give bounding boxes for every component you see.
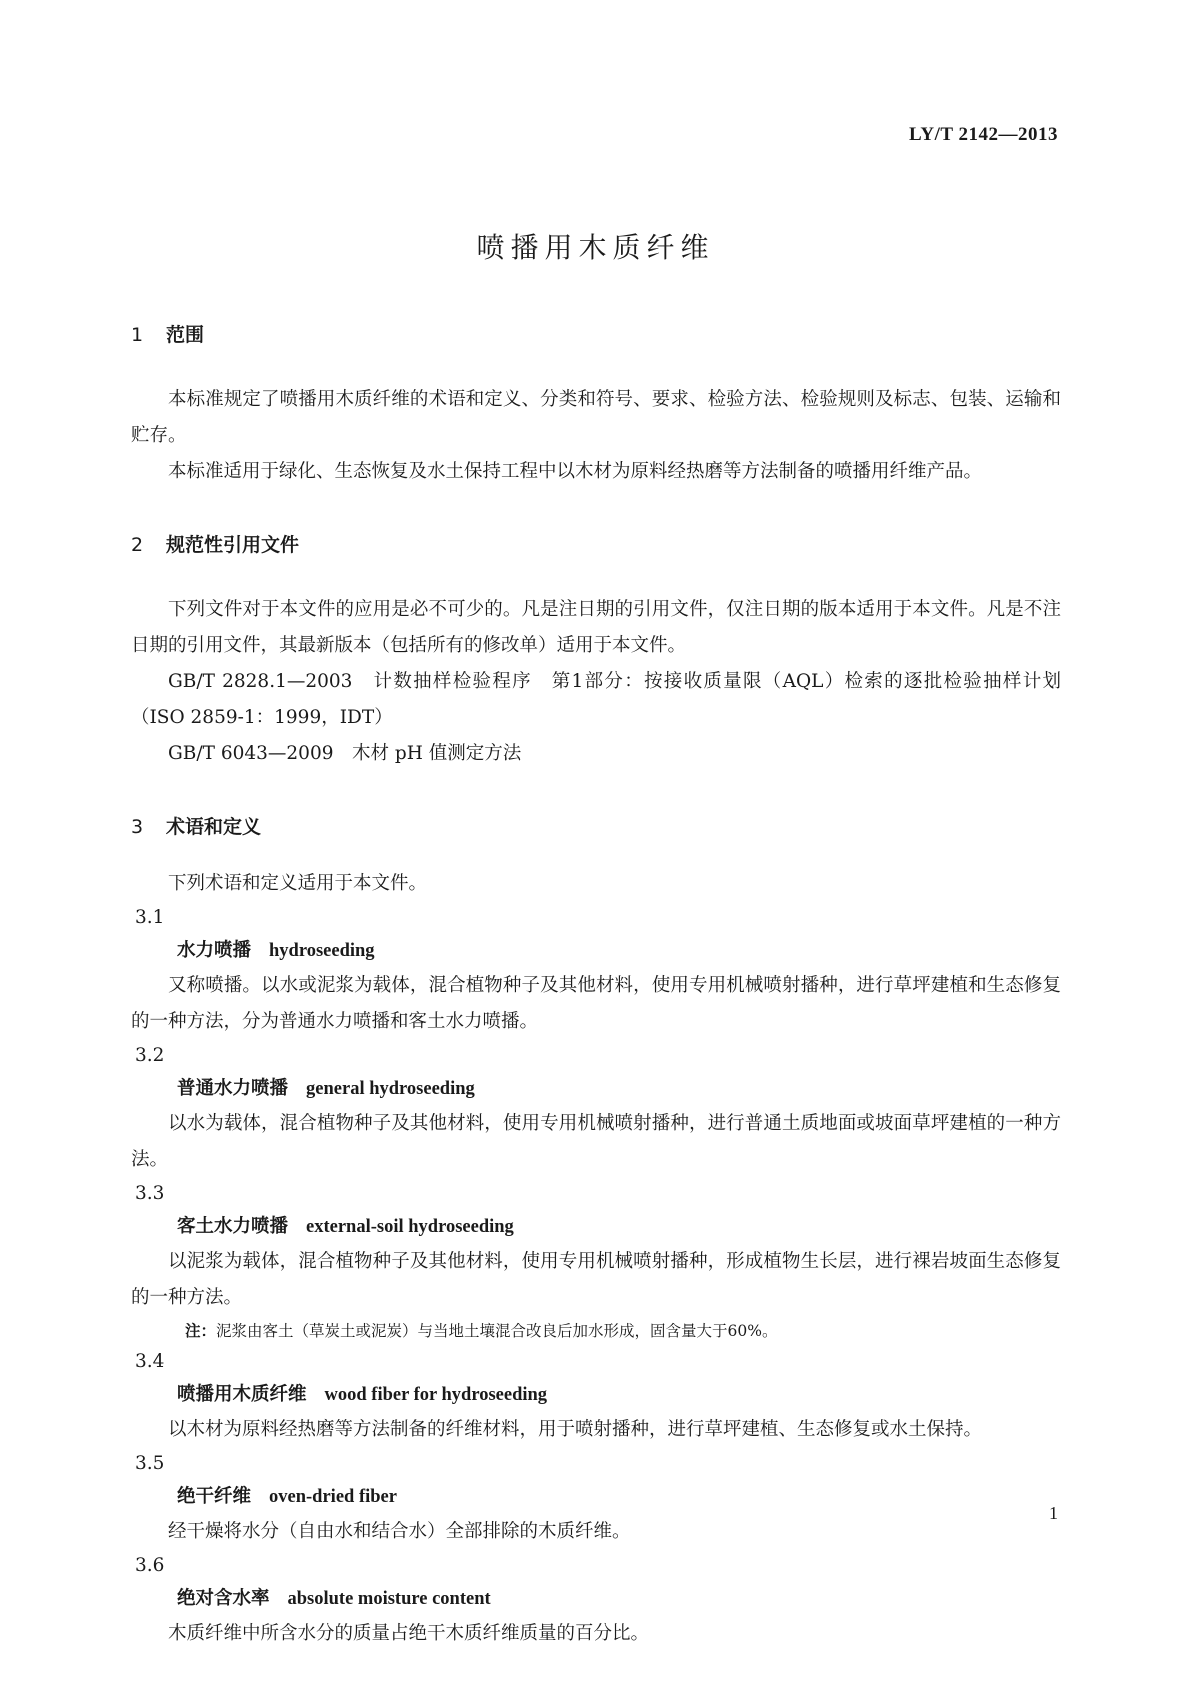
term-en: external-soil hydroseeding bbox=[306, 1217, 514, 1237]
term-heading bbox=[131, 1480, 1061, 1514]
note-label: 注： bbox=[185, 1322, 217, 1340]
reference-item: GB/T 2828.1—2003 计数抽样检验程序 第1部分：按接收质量限（AQL）检索的逐批检验抽样计划（ISO 2859-1：1999，IDT） bbox=[131, 671, 1061, 728]
term-number: 3.5 bbox=[135, 1453, 165, 1474]
term-zh: 绝对含水率 bbox=[177, 1588, 270, 1609]
term-heading bbox=[131, 1378, 1061, 1412]
term-zh: 普通水力喷播 bbox=[177, 1078, 289, 1099]
section-heading-references bbox=[131, 530, 1061, 560]
term-zh: 绝干纤维 bbox=[177, 1486, 252, 1507]
term-note bbox=[131, 1316, 1061, 1346]
term-number: 3.3 bbox=[135, 1183, 165, 1204]
section-title: 范围 bbox=[166, 324, 205, 346]
term-definition: 以水为载体，混合植物种子及其他材料，使用专用机械喷射播种，进行普通土质地面或坡面草坪建植的一种方法。 bbox=[131, 1113, 1061, 1170]
term-zh: 客土水力喷播 bbox=[177, 1216, 289, 1237]
document-body bbox=[131, 320, 1061, 1652]
section-number: 3 bbox=[131, 816, 144, 838]
section-heading-scope bbox=[131, 320, 1061, 350]
term-definition: 木质纤维中所含水分的质量占绝干木质纤维质量的百分比。 bbox=[168, 1623, 650, 1644]
term-definition: 以木材为原料经热磨等方法制备的纤维材料，用于喷射播种，进行草坪建植、生态修复或水土保持。 bbox=[168, 1419, 983, 1440]
term-heading bbox=[131, 934, 1061, 968]
term-heading bbox=[131, 1210, 1061, 1244]
terms-intro: 下列术语和定义适用于本文件。 bbox=[168, 873, 428, 894]
scope-paragraph: 本标准规定了喷播用木质纤维的术语和定义、分类和符号、要求、检验方法、检验规则及标志、包装、运输和贮存。 bbox=[131, 389, 1061, 446]
section-title: 术语和定义 bbox=[166, 816, 262, 838]
term-heading bbox=[131, 1582, 1061, 1616]
section-title: 规范性引用文件 bbox=[166, 534, 300, 556]
term-definition: 以泥浆为载体，混合植物种子及其他材料，使用专用机械喷射播种，形成植物生长层，进行裸岩坡面生态修复的一种方法。 bbox=[131, 1251, 1061, 1308]
section-number: 1 bbox=[131, 324, 144, 346]
term-en: wood fiber for hydroseeding bbox=[324, 1385, 548, 1405]
term-definition: 经干燥将水分（自由水和结合水）全部排除的木质纤维。 bbox=[168, 1521, 631, 1542]
reference-item: GB/T 6043—2009 木材 pH 值测定方法 bbox=[168, 743, 522, 764]
section-heading-terms bbox=[131, 812, 1061, 842]
term-number: 3.4 bbox=[135, 1351, 165, 1372]
scope-paragraph: 本标准适用于绿化、生态恢复及水土保持工程中以木材为原料经热磨等方法制备的喷播用纤维产品。 bbox=[168, 461, 983, 482]
section-number: 2 bbox=[131, 534, 144, 556]
term-en: hydroseeding bbox=[269, 941, 375, 961]
term-en: absolute moisture content bbox=[287, 1589, 491, 1609]
term-en: general hydroseeding bbox=[306, 1079, 475, 1099]
term-heading bbox=[131, 1072, 1061, 1106]
term-number: 3.6 bbox=[135, 1555, 165, 1576]
standard-code: LY/T 2142—2013 bbox=[908, 124, 1058, 145]
note-text: 泥浆由客土（草炭土或泥炭）与当地土壤混合改良后加水形成，固含量大于60%。 bbox=[216, 1322, 778, 1340]
page-number: 1 bbox=[1049, 1503, 1058, 1523]
term-en: oven-dried fiber bbox=[269, 1487, 397, 1507]
term-zh: 水力喷播 bbox=[177, 940, 252, 961]
document-title: 喷播用木质纤维 bbox=[476, 231, 715, 264]
term-zh: 喷播用木质纤维 bbox=[177, 1384, 307, 1405]
term-definition: 又称喷播。以水或泥浆为载体，混合植物种子及其他材料，使用专用机械喷射播种，进行草坪建植和生态修复的一种方法，分为普通水力喷播和客土水力喷播。 bbox=[131, 975, 1061, 1032]
term-number: 3.2 bbox=[135, 1045, 165, 1066]
term-number: 3.1 bbox=[135, 907, 165, 928]
references-intro: 下列文件对于本文件的应用是必不可少的。凡是注日期的引用文件，仅注日期的版本适用于本文件。凡是不注日期的引用文件，其最新版本（包括所有的修改单）适用于本文件。 bbox=[131, 599, 1061, 656]
